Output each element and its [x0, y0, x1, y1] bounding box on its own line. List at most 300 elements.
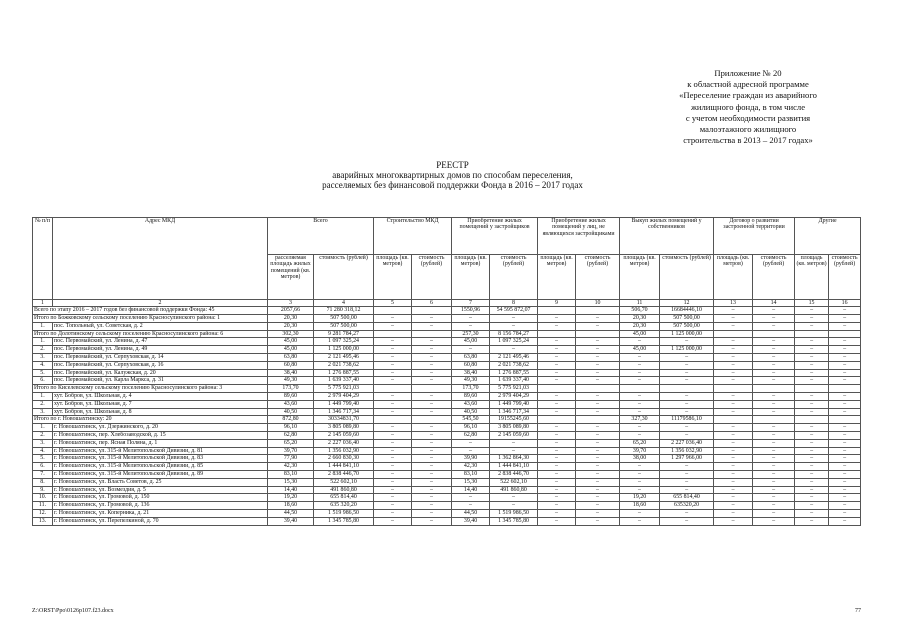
table-cell: 1 356 032,90 [660, 447, 714, 455]
table-cell: – [620, 486, 660, 494]
column-number-row [33, 300, 861, 307]
table-cell: – [795, 463, 829, 471]
subheader-area: площадь (кв. метров) [714, 255, 753, 300]
table-cell: – [620, 338, 660, 346]
table-cell [576, 385, 620, 393]
table-cell: – [412, 354, 452, 362]
table-cell: – [620, 478, 660, 486]
table-cell: – [753, 338, 795, 346]
table-cell: 11179586,10 [660, 416, 714, 424]
table-cell: – [753, 439, 795, 447]
table-cell [538, 416, 576, 424]
row-number: 5. [33, 369, 53, 377]
column-number: 4 [314, 300, 374, 307]
table-cell: – [374, 338, 412, 346]
table-cell: – [829, 400, 861, 408]
table-cell [714, 385, 753, 393]
table-cell: 39,40 [452, 517, 490, 525]
table-cell: – [412, 510, 452, 518]
table-cell: – [795, 377, 829, 385]
row-address: хут. Бобров, ул. Школьная, д. 4 [53, 393, 268, 401]
table-cell: 173,70 [268, 385, 314, 393]
table-cell: 1 449 799,40 [314, 400, 374, 408]
table-cell: 39,70 [620, 447, 660, 455]
subheader-area: площадь (кв. метров) [538, 255, 576, 300]
column-number: 15 [795, 300, 829, 307]
row-address: пос. Топольный, ул. Советская, д. 2 [53, 322, 268, 330]
table-cell: – [753, 447, 795, 455]
table-cell: – [538, 377, 576, 385]
table-cell [714, 416, 753, 424]
table-row [33, 338, 861, 346]
column-number: 6 [412, 300, 452, 307]
row-number: 13. [33, 517, 53, 525]
table-cell: 2 145 059,60 [490, 432, 538, 440]
table-cell: – [660, 432, 714, 440]
table-cell: 2 227 036,40 [314, 439, 374, 447]
subtotal-label: Итого по Киселевскому сельскому поселению Красносулинского района: 3 [33, 385, 268, 393]
table-cell: – [412, 486, 452, 494]
row-address: г. Новошахтинск, ул. Дзержинского, д. 20 [53, 424, 268, 432]
table-cell: – [374, 400, 412, 408]
table-cell: – [374, 494, 412, 502]
table-cell: – [714, 517, 753, 525]
document-title [0, 161, 905, 190]
table-cell: 1 444 841,10 [490, 463, 538, 471]
table-row [33, 393, 861, 401]
table-cell: 506,70 [620, 307, 660, 315]
table-cell: – [620, 361, 660, 369]
table-cell: – [620, 393, 660, 401]
table-cell: 507 500,00 [314, 322, 374, 330]
table-cell: 42,30 [268, 463, 314, 471]
table-cell: – [452, 346, 490, 354]
table-cell: – [538, 315, 576, 323]
row-number: 9. [33, 486, 53, 494]
column-number: 2 [53, 300, 268, 307]
table-cell: 507 500,00 [660, 315, 714, 323]
table-cell: – [538, 432, 576, 440]
table-cell: – [374, 463, 412, 471]
table-cell: 39,90 [452, 455, 490, 463]
table-cell: – [412, 361, 452, 369]
table-row [33, 361, 861, 369]
table-cell [753, 385, 795, 393]
row-number: 1. [33, 424, 53, 432]
table-cell: – [795, 354, 829, 362]
table-cell: 49,30 [452, 377, 490, 385]
table-cell: 2 838 446,70 [314, 471, 374, 479]
table-cell: – [795, 494, 829, 502]
table-cell: 2 979 404,29 [490, 393, 538, 401]
table-cell: 1 125 000,00 [660, 330, 714, 338]
table-cell: 1 356 032,90 [314, 447, 374, 455]
header-other: Другие [795, 218, 861, 255]
table-cell: – [576, 447, 620, 455]
table-cell: 96,10 [268, 424, 314, 432]
subheader-cost: стоимость (рублей) [660, 255, 714, 300]
table-cell: 43,60 [268, 400, 314, 408]
table-cell: – [374, 502, 412, 510]
table-cell: – [576, 510, 620, 518]
table-cell: – [412, 463, 452, 471]
table-cell: – [620, 424, 660, 432]
table-row [33, 447, 861, 455]
table-cell: – [753, 463, 795, 471]
table-cell: – [714, 478, 753, 486]
column-number: 3 [268, 300, 314, 307]
table-cell: – [714, 354, 753, 362]
table-cell: – [714, 307, 753, 315]
table-cell: – [795, 369, 829, 377]
table-cell: 40,50 [452, 408, 490, 416]
table-cell: – [576, 439, 620, 447]
table-cell: – [829, 494, 861, 502]
table-cell [829, 416, 861, 424]
table-cell [829, 330, 861, 338]
table-cell: 635 320,20 [314, 502, 374, 510]
table-cell: – [753, 494, 795, 502]
table-cell: – [753, 400, 795, 408]
header-total: Всего [268, 218, 374, 255]
row-address: пос. Первомайский, ул. Ленина, д. 49 [53, 346, 268, 354]
table-cell: – [620, 463, 660, 471]
table-cell: – [490, 346, 538, 354]
table-cell: – [753, 307, 795, 315]
table-cell [795, 385, 829, 393]
table-cell: – [576, 471, 620, 479]
table-cell: – [753, 424, 795, 432]
row-number: 2. [33, 432, 53, 440]
table-row [33, 463, 861, 471]
table-cell: 19,20 [268, 494, 314, 502]
table-cell: – [490, 447, 538, 455]
table-cell: 63,80 [268, 354, 314, 362]
table-row [33, 354, 861, 362]
registry-table [32, 217, 861, 526]
table-row [33, 510, 861, 518]
table-cell: – [753, 315, 795, 323]
subheader-cost: стоимость (рублей) [829, 255, 861, 300]
table-cell: 327,30 [620, 416, 660, 424]
row-number: 6. [33, 463, 53, 471]
table-cell: – [538, 338, 576, 346]
table-cell: – [538, 408, 576, 416]
table-cell: – [374, 369, 412, 377]
column-number: 10 [576, 300, 620, 307]
table-cell: – [620, 471, 660, 479]
table-cell: – [620, 354, 660, 362]
table-cell: – [660, 510, 714, 518]
table-cell: – [452, 439, 490, 447]
table-cell: 1 346 717,34 [490, 408, 538, 416]
table-cell: – [829, 377, 861, 385]
subtotal-label: Итого по Долотинскому сельскому поселению Красносулинского района: 6 [33, 330, 268, 338]
table-cell: – [374, 510, 412, 518]
table-cell: 872,80 [268, 416, 314, 424]
row-number: 1. [33, 338, 53, 346]
table-cell: 655 814,40 [660, 494, 714, 502]
table-cell: – [374, 346, 412, 354]
table-cell [374, 385, 412, 393]
table-cell: – [714, 369, 753, 377]
table-cell: – [412, 471, 452, 479]
table-cell: 19,20 [620, 494, 660, 502]
table-cell: 302,30 [268, 330, 314, 338]
table-cell: – [660, 377, 714, 385]
table-cell: 20,30 [620, 322, 660, 330]
table-cell: – [374, 471, 412, 479]
table-cell: – [660, 400, 714, 408]
subtotal-label: Итого по Божковскому сельскому поселению Красносулинского района: 1 [33, 315, 268, 323]
table-cell: – [576, 322, 620, 330]
table-cell [714, 330, 753, 338]
table-cell: – [576, 502, 620, 510]
table-cell: – [753, 478, 795, 486]
appendix-line: с учетом необходимости развития [685, 112, 811, 123]
table-cell: – [412, 439, 452, 447]
table-row [33, 432, 861, 440]
table-cell: – [753, 346, 795, 354]
table-cell: – [660, 424, 714, 432]
table-cell: 491 860,80 [314, 486, 374, 494]
table-cell: – [714, 361, 753, 369]
table-cell: 635320,20 [660, 502, 714, 510]
row-number: 11. [33, 502, 53, 510]
table-cell: 65,20 [620, 439, 660, 447]
table-cell: – [620, 408, 660, 416]
table-cell: – [714, 494, 753, 502]
table-cell: – [490, 439, 538, 447]
table-cell: – [795, 315, 829, 323]
header-address: Адрес МКД [53, 218, 268, 300]
table-cell: – [660, 369, 714, 377]
table-cell: 38,40 [268, 369, 314, 377]
table-cell: – [795, 517, 829, 525]
table-row [33, 424, 861, 432]
table-cell: – [753, 471, 795, 479]
table-cell: – [538, 393, 576, 401]
row-address: г. Новошахтинск, ул. 315-й Мелитопольской Дивизии, д. 85 [53, 463, 268, 471]
table-row [33, 346, 861, 354]
subheader-cost: стоимость (рублей) [314, 255, 374, 300]
table-cell: – [538, 354, 576, 362]
table-cell: 5 775 921,03 [490, 385, 538, 393]
table-cell: – [538, 447, 576, 455]
title-heading: РЕЕСТР [436, 160, 469, 170]
table-cell: 96,10 [452, 424, 490, 432]
table-cell: 2 121 495,46 [490, 354, 538, 362]
subheader-cost: стоимость (рублей) [753, 255, 795, 300]
table-cell: – [620, 510, 660, 518]
table-cell: – [452, 502, 490, 510]
header-purchase-other: Приобретение жилых помещений у лиц, не являющихся застройщиками [538, 218, 620, 255]
table-cell: – [576, 517, 620, 525]
table-cell: – [795, 432, 829, 440]
row-address: г. Новошахтинск, ул. Громовой, д. 136 [53, 502, 268, 510]
table-cell: – [714, 432, 753, 440]
table-cell: 1 125 000,00 [314, 346, 374, 354]
table-cell [576, 330, 620, 338]
table-cell [620, 385, 660, 393]
header-construction: Строительство МКД [374, 218, 452, 255]
table-cell: – [576, 369, 620, 377]
table-cell: 2 660 830,30 [314, 455, 374, 463]
table-cell: – [829, 510, 861, 518]
table-cell: 30334831,70 [314, 416, 374, 424]
row-address: г. Новошахтинск, ул. 315-й Мелитопольской Дивизии, д. 81 [53, 447, 268, 455]
table-cell: – [829, 424, 861, 432]
footer-page-number: 77 [855, 608, 861, 614]
row-address: г. Новошахтинск, ул. 315-й Мелитопольской Дивизии, д. 83 [53, 455, 268, 463]
table-row [33, 517, 861, 525]
table-cell: – [829, 346, 861, 354]
table-cell: – [795, 478, 829, 486]
table-cell: – [490, 322, 538, 330]
row-number: 1. [33, 322, 53, 330]
column-number: 1 [33, 300, 53, 307]
table-cell: – [714, 502, 753, 510]
table-cell: 2 145 059,60 [314, 432, 374, 440]
appendix-line: жилищного фонда, в том числе [690, 101, 806, 112]
row-address: г. Новошахтинск, ул. Возмездия, д. 5 [53, 486, 268, 494]
subtotal-row [33, 416, 861, 424]
subtotal-row [33, 385, 861, 393]
table-cell [753, 416, 795, 424]
table-cell: – [795, 307, 829, 315]
table-cell: – [412, 517, 452, 525]
table-cell: – [576, 354, 620, 362]
table-cell: – [714, 393, 753, 401]
table-cell: – [795, 471, 829, 479]
table-cell: – [829, 369, 861, 377]
row-number: 5. [33, 455, 53, 463]
table-cell: – [795, 439, 829, 447]
table-cell: – [829, 439, 861, 447]
table-cell: – [795, 361, 829, 369]
table-cell: – [374, 322, 412, 330]
table-cell: – [538, 346, 576, 354]
appendix-line: строительства в 2013 – 2017 годах» [683, 135, 813, 146]
table-cell: – [412, 377, 452, 385]
appendix-line: малоэтажного жилищного [699, 124, 797, 135]
table-cell: – [412, 432, 452, 440]
table-cell: 2057,66 [268, 307, 314, 315]
table-cell: – [452, 315, 490, 323]
table-cell: 44,50 [452, 510, 490, 518]
table-row [33, 377, 861, 385]
table-cell: – [753, 502, 795, 510]
table-cell: – [620, 432, 660, 440]
table-cell: – [795, 510, 829, 518]
table-cell: – [714, 424, 753, 432]
table-cell: – [829, 322, 861, 330]
table-cell: – [660, 361, 714, 369]
table-cell [576, 307, 620, 315]
row-number: 10. [33, 494, 53, 502]
table-cell: – [829, 315, 861, 323]
table-cell: – [714, 486, 753, 494]
table-cell: – [829, 408, 861, 416]
table-cell: 42,30 [452, 463, 490, 471]
table-cell: – [412, 400, 452, 408]
table-cell: 45,00 [620, 330, 660, 338]
table-cell: – [576, 463, 620, 471]
table-cell: – [538, 455, 576, 463]
table-cell [538, 307, 576, 315]
table-cell: – [412, 322, 452, 330]
row-number: 12. [33, 510, 53, 518]
table-cell: – [374, 432, 412, 440]
row-address: пос. Первомайский, ул. Ленина, д. 47 [53, 338, 268, 346]
table-cell [538, 330, 576, 338]
table-cell: – [490, 502, 538, 510]
row-address: хут. Бобров, ул. Школьная, д. 8 [53, 408, 268, 416]
table-cell: – [538, 424, 576, 432]
table-cell: – [829, 393, 861, 401]
table-cell: 19155245,60 [490, 416, 538, 424]
header-num: № п/п [33, 218, 53, 300]
table-cell: – [412, 393, 452, 401]
table-cell: 173,70 [452, 385, 490, 393]
table-cell: – [829, 307, 861, 315]
table-cell: – [660, 354, 714, 362]
table-cell: 38,00 [620, 455, 660, 463]
table-cell [795, 330, 829, 338]
table-cell: – [576, 361, 620, 369]
table-cell: – [620, 400, 660, 408]
title-line: расселяемых без финансовой поддержки Фонда в 2016 – 2017 годах [322, 179, 583, 190]
row-number: 1. [33, 393, 53, 401]
table-cell: – [490, 494, 538, 502]
table-cell: 1 519 986,50 [314, 510, 374, 518]
table-cell: 545,50 [452, 416, 490, 424]
table-cell: – [538, 486, 576, 494]
table-cell [576, 416, 620, 424]
table-cell: – [576, 494, 620, 502]
table-cell: – [795, 400, 829, 408]
table-row [33, 400, 861, 408]
row-number: 8. [33, 478, 53, 486]
subtotal-row [33, 315, 861, 323]
table-cell: – [714, 400, 753, 408]
table-cell: – [576, 486, 620, 494]
table-cell: – [829, 447, 861, 455]
table-cell: 39,70 [268, 447, 314, 455]
table-cell [374, 416, 412, 424]
column-number: 13 [714, 300, 753, 307]
table-cell: – [374, 447, 412, 455]
table-cell [412, 330, 452, 338]
column-number: 5 [374, 300, 412, 307]
table-cell: – [714, 455, 753, 463]
table-cell: – [412, 369, 452, 377]
table-cell: – [714, 322, 753, 330]
table-cell: 89,60 [452, 393, 490, 401]
subtotal-label: Итого по г. Новошахтинску: 20 [33, 416, 268, 424]
table-cell: 2 121 495,46 [314, 354, 374, 362]
table-row [33, 408, 861, 416]
table-cell: – [829, 517, 861, 525]
row-number: 3. [33, 439, 53, 447]
table-cell: – [753, 517, 795, 525]
appendix-line: «Переселение граждан из аварийного [679, 90, 817, 101]
table-cell: – [753, 361, 795, 369]
table-cell: – [576, 346, 620, 354]
row-address: г. Новошахтинск, ул. Коперника, д. 21 [53, 510, 268, 518]
table-cell: – [490, 315, 538, 323]
table-cell: – [829, 338, 861, 346]
